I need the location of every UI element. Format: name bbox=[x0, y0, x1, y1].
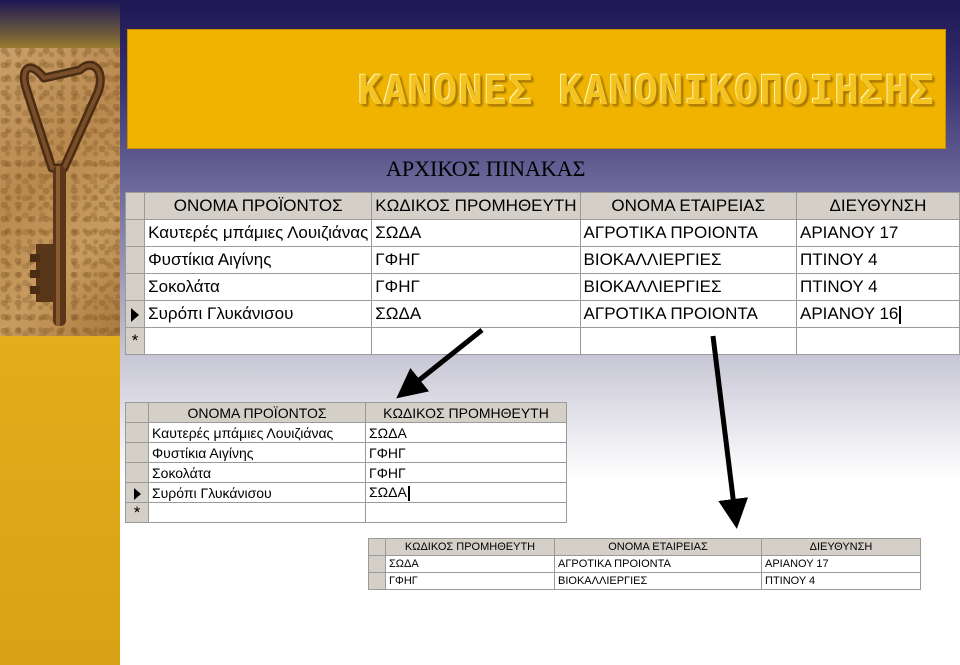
column-header[interactable]: ΟΝΟΜΑ ΕΤΑΙΡΕΙΑΣ bbox=[555, 539, 762, 556]
table-cell[interactable]: ΒΙΟΚΑΛΛΙΕΡΓΙΕΣ bbox=[580, 247, 796, 274]
table-cell[interactable]: ΓΦΗΓ bbox=[372, 274, 580, 301]
table-cell[interactable]: ΑΓΡΟΤΙΚΑ ΠΡΟΙΟΝΤΑ bbox=[580, 220, 796, 247]
column-header[interactable]: ΟΝΟΜΑ ΠΡΟΪΟΝΤΟΣ bbox=[149, 403, 366, 423]
table-cell[interactable]: ΣΩΔΑ bbox=[372, 220, 580, 247]
table-cell[interactable]: ΠΤΙΝΟΥ 4 bbox=[797, 274, 960, 301]
table-cell[interactable]: ΠΤΙΝΟΥ 4 bbox=[762, 573, 921, 590]
table-cell[interactable]: ΑΡΙΑΝΟΥ 17 bbox=[762, 556, 921, 573]
arrow-to-products-icon bbox=[408, 330, 482, 389]
table-cell[interactable]: Καυτερές μπάμιες Λουιζιάνας bbox=[145, 220, 372, 247]
table-cell[interactable]: Φυστίκια Αιγίνης bbox=[149, 443, 366, 463]
table-cell[interactable]: ΠΤΙΝΟΥ 4 bbox=[797, 247, 960, 274]
cell-text: ΑΡΙΑΝΟΥ 16 bbox=[800, 304, 899, 323]
table-cell[interactable]: ΓΦΗΓ bbox=[366, 463, 567, 483]
table-cell[interactable]: Συρόπι Γλυκάνισου bbox=[145, 301, 372, 328]
slide-title: ΚΑΝΟΝΕΣ ΚΑΝΟΝΙΚΟΠΟΙΗΣΗΣ bbox=[358, 68, 935, 114]
column-header[interactable]: ΚΩΔΙΚΟΣ ΠΡΟΜΗΘΕΥΤΗ bbox=[386, 539, 555, 556]
table-cell[interactable]: ΑΓΡΟΤΙΚΑ ΠΡΟΙΟΝΤΑ bbox=[580, 301, 796, 328]
table-cell[interactable]: ΑΡΙΑΝΟΥ 17 bbox=[797, 220, 960, 247]
table-cell[interactable]: Σοκολάτα bbox=[149, 463, 366, 483]
table-cell[interactable]: ΓΦΗΓ bbox=[386, 573, 555, 590]
column-header[interactable]: ΟΝΟΜΑ ΕΤΑΙΡΕΙΑΣ bbox=[580, 193, 796, 220]
table-cell[interactable]: ΣΩΔΑ bbox=[386, 556, 555, 573]
column-header[interactable]: ΔΙΕΥΘΥΝΣΗ bbox=[797, 193, 960, 220]
column-header[interactable]: ΟΝΟΜΑ ΠΡΟΪΟΝΤΟΣ bbox=[145, 193, 372, 220]
table-cell[interactable]: ΣΩΔΑ bbox=[366, 423, 567, 443]
table-cell[interactable]: Καυτερές μπάμιες Λουιζιάνας bbox=[149, 423, 366, 443]
arrow-to-suppliers-icon bbox=[713, 336, 735, 514]
column-header[interactable]: ΔΙΕΥΘΥΝΣΗ bbox=[762, 539, 921, 556]
table-cell[interactable]: ΓΦΗΓ bbox=[366, 443, 567, 463]
column-header[interactable]: ΚΩΔΙΚΟΣ ΠΡΟΜΗΘΕΥΤΗ bbox=[366, 403, 567, 423]
table-cell[interactable]: Φυστίκια Αιγίνης bbox=[145, 247, 372, 274]
column-header[interactable]: ΚΩΔΙΚΟΣ ΠΡΟΜΗΘΕΥΤΗ bbox=[372, 193, 580, 220]
new-record-icon: * bbox=[131, 331, 139, 350]
cell-text: ΣΩΔΑ bbox=[369, 484, 407, 501]
table-cell[interactable]: ΒΙΟΚΑΛΛΙΕΡΓΙΕΣ bbox=[580, 274, 796, 301]
table-cell[interactable]: ΣΩΔΑ bbox=[372, 301, 580, 328]
table-cell[interactable]: ΒΙΟΚΑΛΛΙΕΡΓΙΕΣ bbox=[555, 573, 762, 590]
table-cell[interactable]: ΑΓΡΟΤΙΚΑ ΠΡΟΙΟΝΤΑ bbox=[555, 556, 762, 573]
original-table-caption: ΑΡΧΙΚΟΣ ΠΙΝΑΚΑΣ bbox=[386, 156, 586, 181]
table-cell[interactable]: Συρόπι Γλυκάνισου bbox=[149, 483, 366, 503]
table-cell[interactable]: Σοκολάτα bbox=[145, 274, 372, 301]
new-record-icon: * bbox=[133, 503, 141, 522]
table-cell[interactable]: ΓΦΗΓ bbox=[372, 247, 580, 274]
